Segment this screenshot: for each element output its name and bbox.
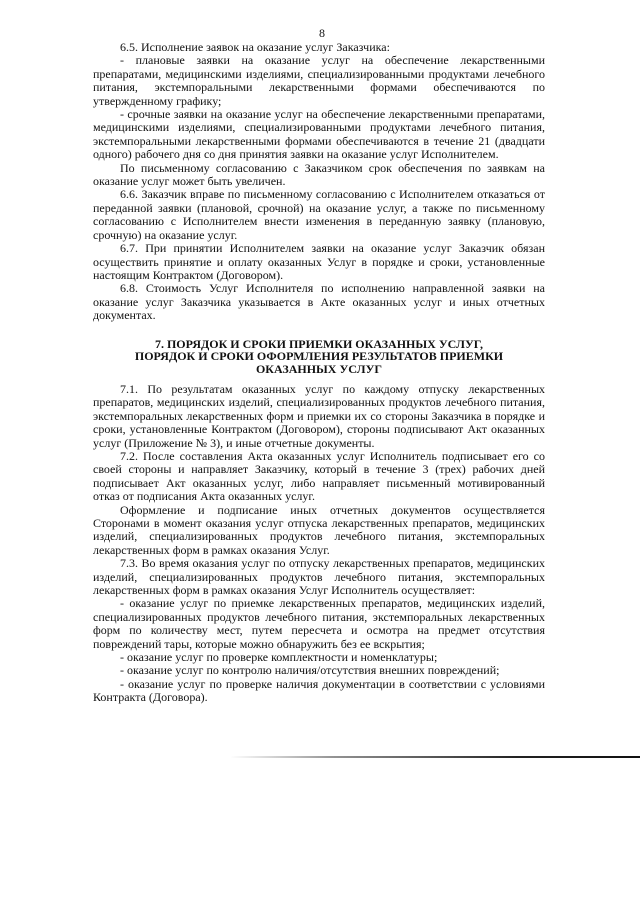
paragraph-term-extension: По письменному согласованию с Заказчиком срок обеспечения по заявкам на оказание услуг может быть увеличен. [93,160,545,189]
document-body [93,41,545,705]
paragraph-7-3: 7.3. Во время оказания услуг по отпуску лекарственных препаратов, медицинских изделий, специализированных продуктов лечебного питания, экстемпоральных лекарственных форм в рамках оказания Услуг Исполнитель осуществляет: [93,556,545,598]
section-7-heading-line-2: ПОРЯДОК И СРОКИ ОФОРМЛЕНИЯ РЕЗУЛЬТАТОВ ПРИЕМКИ [134,349,504,364]
list-item-damage-control: - оказание услуг по контролю наличия/отсутствия внешних повреждений; [120,663,500,678]
page-number: 8 [319,26,325,40]
list-item-acceptance: - оказание услуг по приемке лекарственных препаратов, медицинских изделий, специализированных продуктов лечебного питания, экстемпоральных лекарственных форм по количеству мест, путем пересчета и осмотра на предмет отсутствия повреждений тары, которые можно обнаружить без ее вскрытия; [93,596,545,651]
list-item-completeness-check: - оказание услуг по проверке комплектности и номенклатуры; [120,650,438,665]
paragraph-other-documents: Оформление и подписание иных отчетных документов осуществляется Сторонами в момент оказания услуг отпуска лекарственных препаратов, медицинских изделий, специализированных продуктов лечебного питания, экстемпоральных лекарственных форм в рамках оказания Услуг. [93,502,545,557]
list-item-documentation-check: - оказание услуг по проверке наличия документации в соответствии с условиями Контракта (Договора). [93,676,545,705]
section-7-heading [93,338,545,376]
scan-edge-line [230,756,640,758]
list-item-planned-orders: - плановые заявки на оказание услуг на обеспечение лекарственными препаратами, медицинскими изделиями, специализированными продуктами лечебного питания, экстемпоральными лекарственными формами обеспечиваются по утвержденному графику; [93,53,545,108]
paragraph-6-8: 6.8. Стоимость Услуг Исполнителя по исполнению направленной заявки на оказание услуг Заказчика указывается в Акте оказанных услуг и иных отчетных документах. [93,281,545,323]
section-7-heading-line-1: 7. ПОРЯДОК И СРОКИ ПРИЕМКИ ОКАЗАННЫХ УСЛУГ, [154,336,484,351]
section-7-heading-line-3: ОКАЗАННЫХ УСЛУГ [255,362,383,377]
paragraph-6-6: 6.6. Заказчик вправе по письменному согласованию с Исполнителем отказаться от переданной заявки (плановой, срочной) на оказание услуг, а также по письменному согласованию с Исполнителем внести изменения в переданную заявку (плановую, срочную) на оказание услуг. [93,187,545,242]
paragraph-7-1: 7.1. По результатам оказанных услуг по каждому отпуску лекарственных препаратов, медицинских изделий, специализированных продуктов лечебного питания, экстемпоральных лекарственных форм и приемки их со стороны Заказчика в порядке и сроки, установленные Контрактом (Договором), стороны подписывают Акт оказанных услуг (Приложение № 3), и иные отчетные документы. [93,381,545,450]
paragraph-6-5: 6.5. Исполнение заявок на оказание услуг Заказчика: [120,40,390,54]
paragraph-7-2: 7.2. После составления Акта оказанных услуг Исполнитель подписывает его со своей стороны и направляет Заказчику, который в течение 3 (трех) рабочих дней подписывает Акт оказанных услуг, либо направляет письменный мотивированный отказ от подписания Акта оказанных услуг. [93,448,545,504]
list-item-urgent-orders: - срочные заявки на оказание услуг на обеспечение лекарственными препаратами, медицинскими изделиями, специализированными продуктами лечебного питания, экстемпоральными лекарственными формами обеспечиваются в течение 21 (двадцати одного) рабочего дня со дня принятия заявки на оказание услуг Исполнителем. [93,107,545,162]
paragraph-6-7: 6.7. При принятии Исполнителем заявки на оказание услуг Заказчик обязан осуществить принятие и оплату оказанных Услуг в порядке и сроки, установленные настоящим Контрактом (Договором). [93,241,545,282]
